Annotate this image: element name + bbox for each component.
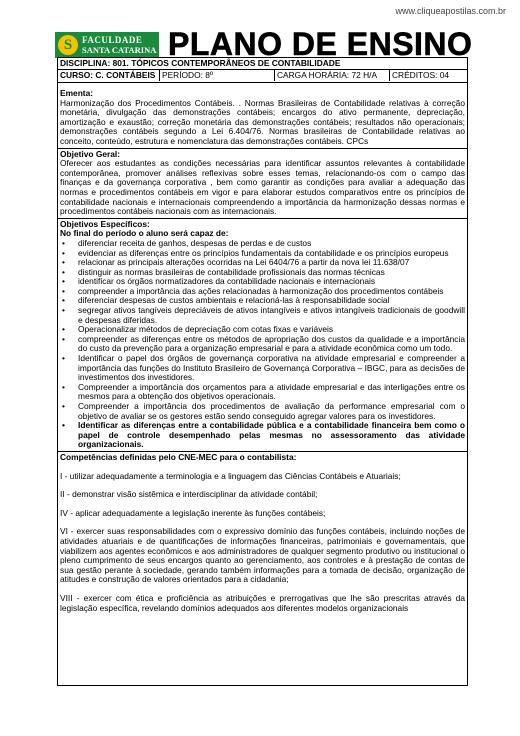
list-item: • Compreender a importância dos procedimentos de avaliação da performance empresarial com o objetivo de avaliar se os gestores estão sendo conseguido agregar valores para os investidores. xyxy=(60,402,465,421)
logo-text xyxy=(82,35,156,55)
cne-item: II - demonstrar visão sistêmica e interdisciplinar da atividade contábil; xyxy=(60,489,318,500)
carga-horaria-cell: CARGA HORÁRIA: 72 H/A xyxy=(275,70,390,81)
ementa-section xyxy=(58,88,467,148)
ementa-text: Harmonização dos Procedimentos Contábeis. . Normas Brasileiras de Contabilidade relativas à correção monetária, divulgação das demonstrações contábeis; encargos do ativo permanente, depreciação, amortização e exaustão; correção monetária das demonstrações contábeis; resultados não operacionais; demonstrações contábeis segundo a Lei 6.404/76. Normas brasileiras de Contabilidade relativas ao conceito, conteúdo, estrutura e nomenclatura das demonstrações contábeis. CPCs xyxy=(60,97,465,146)
list-item: • distinguir as normas brasileiras de contabilidade profissionais das normas técnicas xyxy=(60,268,465,278)
curso-cell: CURSO: C. CONTÁBEIS xyxy=(58,70,160,81)
objetivo-geral-text: Oferecer aos estudantes as condições necessárias para identificar assuntos relevantes à contabilidade contemporânea, promover análises reflexivas sobre esses temas, relacionando-os com o campo das finanças e da governança corporativa , bem como garantir as condições para avaliar a adequação das normas e procedimentos contábeis em vigor e para elaborar estudos comparativos entre os princípios de contabilidade nacionais e internacionais compreendendo a importância da harmonização dessas normas e procedimentos contábeis nacionais com as internacionais. xyxy=(60,158,465,217)
disciplina-row: DISCIPLINA: 801. TÓPICOS CONTEMPORÂNEOS DE CONTABILIDADE xyxy=(58,58,467,70)
objetivo-geral-heading: Objetivo Geral: xyxy=(60,148,121,159)
objetivos-especificos-subheading: No final do período o aluno será capaz de: xyxy=(60,228,229,239)
cne-item: IV - aplicar adequadamente a legislação inerente às funções contábeis; xyxy=(60,507,326,518)
faculdade-logo xyxy=(55,32,159,58)
cne-heading: Competências definidas pelo CNE-MEC para o contabilista: xyxy=(60,451,297,462)
list-item: • Operacionalizar métodos de depreciação com cotas fixas e variáveis xyxy=(60,325,465,335)
logo-mark-icon: S xyxy=(58,35,78,55)
objetivos-especificos-heading: Objetivos Específicos: xyxy=(60,218,150,229)
list-item: • compreender a importância das ações relacionadas à harmonização dos procedimentos contábeis xyxy=(60,287,465,297)
list-item: • compreender as diferenças entre os métodos de apropriação dos custos da qualidade e a importância do custo da prevenção para a organização empresarial e para a atividade econômica como um todo. xyxy=(60,335,465,354)
objetivos-list xyxy=(60,239,465,450)
list-item-bold: • Identificar as diferenças entre a contabilidade pública e a contabilidade financeira bem como o papel de controle desempenhado pelas mesmas no assessoramento das atividade organizacionais. xyxy=(60,421,465,450)
list-item: • diferenciar despesas de custos ambientais e relacioná-las à responsabilidade social xyxy=(60,296,465,306)
ementa-heading: Ementa: xyxy=(60,88,94,98)
objetivos-especificos-section xyxy=(58,218,467,451)
cne-section xyxy=(58,451,467,614)
objetivo-geral-section xyxy=(58,148,467,218)
content-box xyxy=(57,82,468,686)
list-item: • segregar ativos tangíveis depreciáveis de ativos intangíveis e ativos intangíveis tradicionais de goodwill e despesas diferidas. xyxy=(60,306,465,325)
logo-line-1: FACULDADE xyxy=(82,35,143,45)
cne-item: VIII - exercer com ética e proficiência as atribuições e prerrogativas que lhe são prescritas através da legislação específica, revelando domínios adequados aos diferentes modelos organizacionais xyxy=(60,592,465,613)
site-url[interactable]: www.cliqueapostilas.com.br xyxy=(395,6,506,16)
curso-row xyxy=(58,70,467,82)
cne-item: I - utilizar adequadamente a terminologia e a linguagem das Ciências Contábeis e Atuariais; xyxy=(60,470,401,481)
logo-line-2: SANTA CATARINA xyxy=(82,45,157,55)
page-title: PLANO DE ENSINO xyxy=(168,26,473,62)
periodo-cell: PERÍODO: 8º xyxy=(160,70,275,81)
creditos-cell: CRÉDITOS: 04 xyxy=(392,70,450,80)
header-table xyxy=(57,57,468,83)
list-item: • relacionar as principais alterações ocorridas na Lei 6404/76 a partir da nova lei 11.638/07 xyxy=(60,258,465,268)
cne-item: VI - exercer suas responsabilidades com o expressivo domínio das funções contábeis, incluindo noções de atividades atuariais e de quantificações de informações financeiras, patrimoniais e governamentais, que viabilizem aos agentes econômicos e aos administradores de qualquer segmento produtivo ou institucional o pleno cumprimento de seus encargos quanto ao gerenciamento, aos controles e à prestação de contas de sua gestão perante à sociedade, gerando também informações para a tomada de decisão, organização de atitudes e construção de valores orientados para a cidadania; xyxy=(60,526,465,585)
list-item: • diferenciar receita de ganhos, despesas de perdas e de custos xyxy=(60,239,465,249)
list-item: • evidenciar as diferenças entre os princípios fundamentais da contabilidade e os princípios europeus xyxy=(60,249,465,259)
list-item: • Compreender a importância dos orçamentos para a atividade empresarial e das interligações entre os mesmos para a obtenção dos objetivos operacionais. xyxy=(60,383,465,402)
list-item: • identificar os órgãos normatizadores da contabilidade nacionais e internacionais xyxy=(60,277,465,287)
list-item: • Identificar o papel dos órgãos de governança corporativa na atividade empresarial e compreender a importância das funções do Instituto Brasileiro de Governança Corporativa – IBGC, para as decisões de investimentos dos investidores. xyxy=(60,354,465,383)
